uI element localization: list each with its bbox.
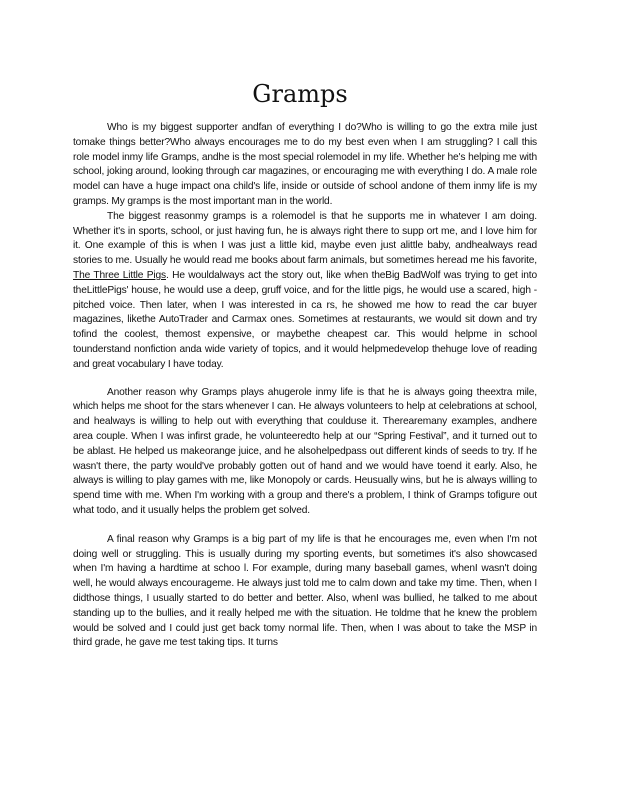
paragraph-support-text-before: The biggest reasonmy gramps is a rolemodel is that he supports me in whatever I am doing. Whether it's in sports, school, or just having fun, he is always right there to supp ort me, and I love him for it. One example of this is when I was just a little kid, maybe even just alittle baby, andhealways read stories to me. Usually he would read me books about farm animals, but sometimes heread me his favorite,: [73, 210, 537, 267]
paragraph-encourages: A final reason why Gramps is a big part of my life is that he encourages me, even when I'm not doing well or struggling. This is usually during my sporting events, but sometimes it's also showcased when I'm having a hardtime at schoo l. For example, during many baseball games, whenI wasn't doing well, he would always encourageme. He always just told me to calm down and take my time. Then, when I didthose things, I usually started to do better and better. Also, whenI was bullied, he talked to me about standing up to the bullies, and it really helped me with the situation. He toldme that he knew the problem would be solved and I could just get back tomy normal life. Then, when I was about to take the MSP in third grade, he gave me test taking tips. It turns: [73, 533, 537, 649]
paragraph-extra-mile: Another reason why Gramps plays ahugerole inmy life is that he is always going theextra mile, which helps me shoot for the stars whenever I can. He always volunteers to help at celebrations at school, and healways is willing to help out with everything that coulduse it. Therearemany examples, andhere area couple. When I was infirst grade, he volunteeredto help at our “Spring Festival”, and it turned out to be ablast. He helped us makeorange juice, and he alsohelpedpass out different kinds of seeds to try. If he wasn't there, the party would've probably gotten out of hand and we would have toend it early. Also, he always is willing to play games with me, like Monopoly or cards. Heusually wins, but he is always willing to spend time with me. When I'm working with a group and there's a problem, I think of Gramps tofigure out what todo, and it usually helps the problem get solved.: [73, 386, 537, 516]
paragraph-support: [73, 210, 537, 373]
book-title-underlined: The Three Little Pigs: [73, 269, 166, 281]
document-title: Gramps: [252, 80, 348, 108]
paragraph-support-text-after: . He wouldalways act the story out, like when theBig BadWolf was trying to get into theLittlePigs' house, he would use a deep, gruff voice, and for the little pigs, he would use a scared, high -pitched voice. Then later, when I was interested in ca rs, he showed me how to read the car buyer magazines, likethe AutoTrader and Carmax ones. Sometimes at restaurants, we would sit down and try tofind the coolest, themost expensive, or maybethe cheapest car. This would helpme in school tounderstand nonfiction anda wide variety of topics, and it would helpmedevelop thehuge love of reading and great vocabulary I have today.: [73, 269, 537, 370]
paragraph-intro: Who is my biggest supporter andfan of everything I do?Who is willing to go the extra mile just tomake things better?Who always encourages me to do my best even when I am struggling? I call this role model inmy life Gramps, andhe is the most special rolemodel in my life. Whether he's helping me with school, joking around, looking through car magazines, or encouraging me with everything I do. A male role model can have a huge impact ona child's life, inside or outside of school andone of them inmy life is my gramps. My gramps is the most important man in the world.: [73, 122, 537, 207]
document-body: [73, 121, 537, 651]
